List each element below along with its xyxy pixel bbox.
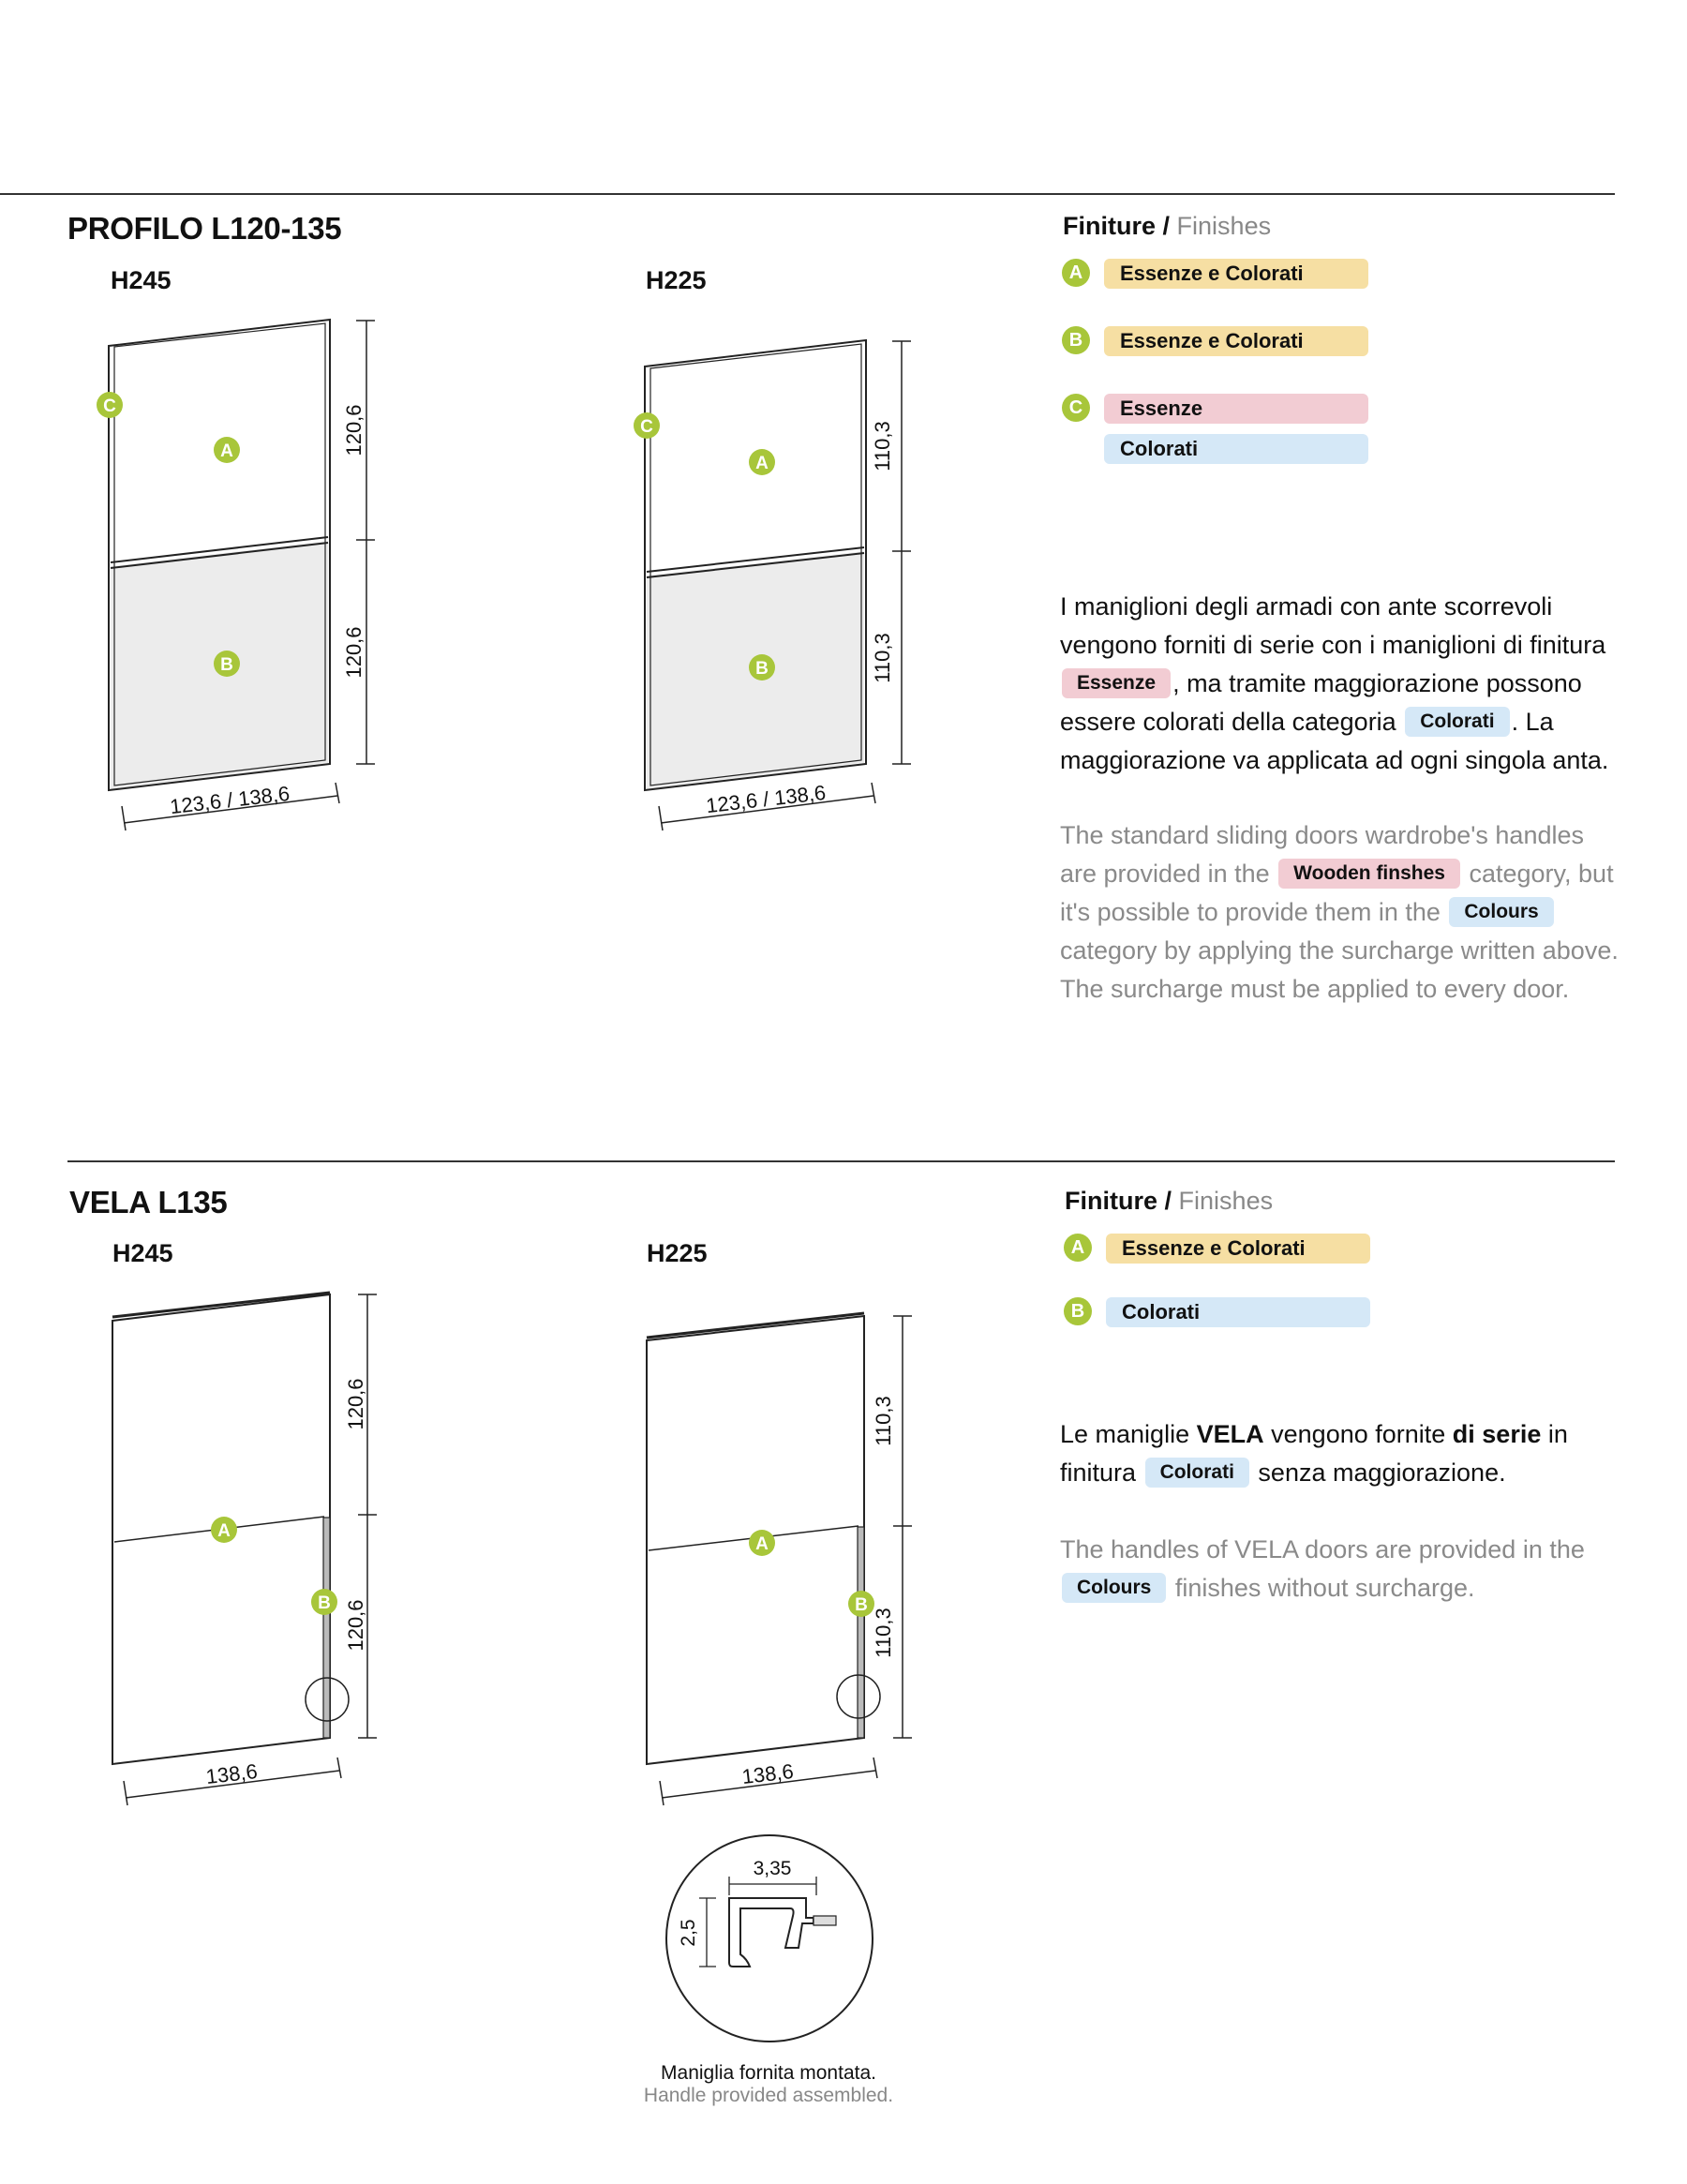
section2-text-it-part1: Le maniglie bbox=[1060, 1420, 1190, 1448]
section2-text-it-part4: senza maggiorazione. bbox=[1258, 1458, 1506, 1487]
section2-text-it-chip-colorati: Colorati bbox=[1145, 1458, 1249, 1488]
section1-finishes-title-it: Finiture bbox=[1063, 212, 1156, 240]
section1-left-marker-c: C bbox=[103, 396, 116, 416]
section1-right-marker-b: B bbox=[755, 659, 769, 679]
section1-finish-b-label: Essenze e Colorati bbox=[1104, 326, 1368, 356]
section1-finish-letter-b: B bbox=[1062, 326, 1090, 354]
section1-text-it-chip-essenze: Essenze bbox=[1062, 668, 1171, 698]
section1-left-marker-a: A bbox=[220, 441, 233, 461]
section2-finishes-title-it: Finiture bbox=[1065, 1187, 1157, 1215]
handle-detail-caption-it: Maniglia fornita montata. bbox=[661, 2062, 876, 2084]
section2-right-dim-upper: 110,3 bbox=[872, 1396, 895, 1446]
section1-finish-letter-c: C bbox=[1062, 394, 1090, 422]
handle-detail-caption bbox=[581, 2062, 956, 2107]
handle-profile-shape bbox=[729, 1898, 814, 1967]
section2-right-dim-lower: 110,3 bbox=[872, 1608, 895, 1658]
section1-finishes-separator: / bbox=[1162, 212, 1171, 240]
section2-left-handle bbox=[323, 1518, 330, 1738]
section2-finishes-separator: / bbox=[1164, 1187, 1172, 1215]
section2-text-italian bbox=[1060, 1415, 1622, 1492]
handle-profile-insert bbox=[814, 1916, 836, 1925]
section2-text-english bbox=[1060, 1531, 1622, 1608]
section2-text-it-part3: in finitura bbox=[1060, 1420, 1568, 1487]
section1-text-it-chip-colorati: Colorati bbox=[1405, 707, 1509, 737]
section2-left-dim-lower: 120,6 bbox=[344, 1599, 367, 1652]
section2-text-en-chip-colours: Colours bbox=[1062, 1573, 1166, 1603]
handle-detail-height: 2,5 bbox=[678, 1919, 699, 1947]
section1-left-dim-lower: 120,6 bbox=[342, 626, 366, 679]
handle-detail-width: 3,35 bbox=[753, 1858, 792, 1879]
handle-detail-caption-en: Handle provided assembled. bbox=[643, 2085, 894, 2106]
section2-markers bbox=[211, 1517, 874, 1617]
section2-right-height-label: H225 bbox=[647, 1239, 708, 1267]
section2-text-it-bold-di-serie: di serie bbox=[1452, 1420, 1542, 1448]
section2-text-it-part2: vengono fornite bbox=[1271, 1420, 1446, 1448]
section1-finish-letter-a: A bbox=[1062, 259, 1090, 287]
section1-text-en-part3: category by applying the surcharge written above. The surcharge must be applied to every door. bbox=[1060, 936, 1619, 1003]
section2-text-it-bold-vela: VELA bbox=[1196, 1420, 1264, 1448]
section2-left-dim-upper: 120,6 bbox=[344, 1378, 367, 1430]
section1-right-dim-width: 123,6 / 138,6 bbox=[704, 780, 828, 818]
section2-right-marker-b: B bbox=[855, 1595, 868, 1615]
section2-finishes-title-en: Finishes bbox=[1178, 1187, 1274, 1215]
section2-finish-a-label: Essenze e Colorati bbox=[1106, 1234, 1370, 1264]
section1-right-height-label: H225 bbox=[646, 266, 707, 294]
section1-text-en-part1: The standard sliding doors wardrobe's handles are provided in the bbox=[1060, 821, 1584, 888]
section1-finish-a-label: Essenze e Colorati bbox=[1104, 259, 1368, 289]
section1-left-height-label: H245 bbox=[111, 266, 172, 294]
section2-left-marker-b: B bbox=[318, 1593, 331, 1613]
section2-right-dim-lines bbox=[660, 1316, 912, 1805]
section1-finish-c-label-1: Essenze bbox=[1104, 394, 1368, 424]
section2-finishes-title bbox=[1065, 1187, 1273, 1216]
section1-text-it-part2: , ma tramite maggiorazione possono essere colorati della categoria bbox=[1060, 669, 1582, 736]
section2-left-dim-lines bbox=[124, 1294, 377, 1805]
section1-text-it-part1: I maniglioni degli armadi con ante scorrevoli vengono forniti di serie con i maniglioni di finitura bbox=[1060, 592, 1606, 659]
section2-finish-letter-a: A bbox=[1064, 1234, 1092, 1262]
section1-right-marker-a: A bbox=[755, 454, 769, 473]
section2-finish-b-label: Colorati bbox=[1106, 1297, 1370, 1327]
section2-right-marker-a: A bbox=[755, 1534, 769, 1554]
section2-left-marker-a: A bbox=[217, 1521, 231, 1541]
section1-left-marker-b: B bbox=[220, 655, 233, 675]
section1-text-en-chip-wooden: Wooden finshes bbox=[1278, 859, 1460, 889]
section2-right-dim-width: 138,6 bbox=[740, 1759, 795, 1789]
section1-left-dim-width: 123,6 / 138,6 bbox=[168, 781, 291, 819]
section2-finish-letter-b: B bbox=[1064, 1297, 1092, 1325]
section1-title: PROFILO L120-135 bbox=[67, 211, 342, 246]
section2-title: VELA L135 bbox=[69, 1185, 228, 1219]
section1-finish-c-label-2: Colorati bbox=[1104, 434, 1368, 464]
section2-text-en-part2: finishes without surcharge. bbox=[1174, 1574, 1475, 1602]
section2-left-height-label: H245 bbox=[112, 1239, 173, 1267]
section2-left-dim-width: 138,6 bbox=[204, 1759, 259, 1789]
section2-right-handle bbox=[858, 1527, 864, 1738]
section1-text-en-part2: category, but it's possible to provide them in the bbox=[1060, 860, 1614, 926]
section1-right-marker-c: C bbox=[640, 417, 653, 437]
section1-right-dim-lower: 110,3 bbox=[871, 633, 894, 683]
section1-left-dim-upper: 120,6 bbox=[342, 404, 366, 456]
section2-text-en-part1: The handles of VELA doors are provided in the bbox=[1060, 1535, 1585, 1563]
section1-text-it-part3: . La maggiorazione va applicata ad ogni singola anta. bbox=[1060, 708, 1609, 774]
section1-text-en-chip-colours: Colours bbox=[1449, 897, 1553, 927]
section1-finishes-title-en: Finishes bbox=[1176, 212, 1272, 240]
section1-right-dim-upper: 110,3 bbox=[871, 421, 894, 471]
